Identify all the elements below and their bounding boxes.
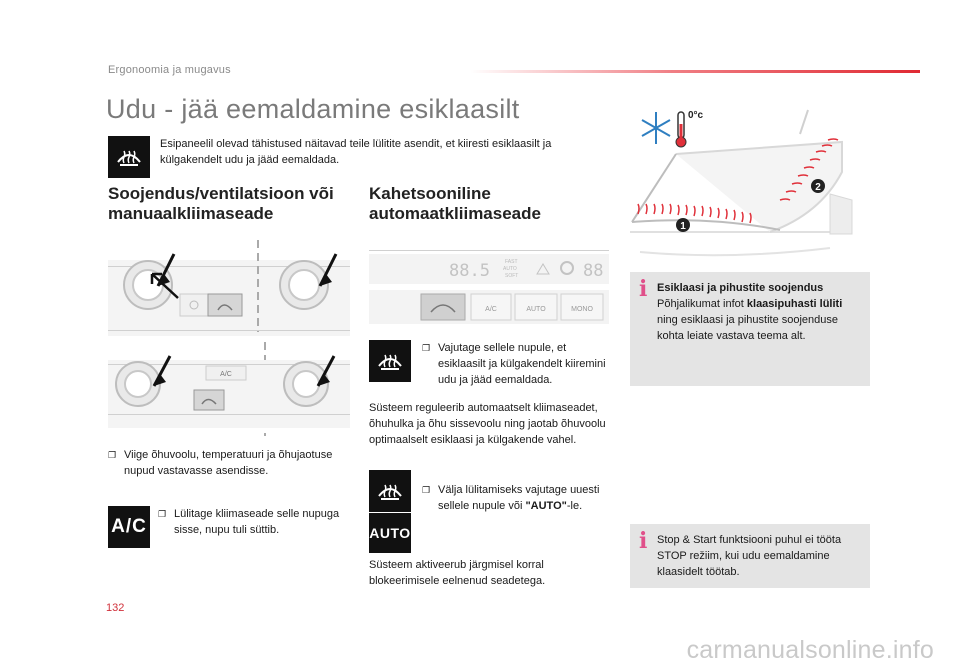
front-defrost-icon [369, 470, 411, 512]
snowflake-icon [642, 112, 670, 144]
info-box-stop-start [630, 524, 870, 588]
page-number: 132 [106, 602, 125, 614]
info-heating-body [657, 296, 862, 344]
info-stop-start-text: Stop & Start funktsiooni puhul ei tööta STOP režiim, kui udu eemaldamine klaasidelt töötab. [657, 534, 842, 578]
display-right-digits: 88 [583, 261, 604, 281]
middle-paragraph-1: Süsteem reguleerib automaatselt kliimaseadet, õhuhulka ja õhu sissevoolu ning jaotab õhuvoolu optimaalselt esiklaasi ja külgakende vahel. [369, 402, 606, 446]
display-soft: SOFT [505, 273, 519, 279]
bullet2-prefix: Välja lülitamiseks vajutage uuesti sellele nupule või [438, 484, 600, 512]
bullet-marker: ❐ [108, 450, 117, 460]
info-icon: i [639, 276, 648, 302]
watermark: carmanualsonline.info [686, 636, 934, 664]
temperature-label: 0°c [688, 110, 704, 121]
btn-mono-label: MONO [571, 306, 593, 313]
thermometer-icon [676, 112, 686, 147]
bullet2-suffix: -le. [566, 500, 583, 512]
display-left-digits: 88.5 [449, 261, 490, 281]
middle-heading: Kahetsooniline automaatkliimaseade [369, 184, 541, 223]
bullet-marker: ❐ [422, 343, 431, 353]
info-box-heating [630, 272, 870, 386]
bullet-marker: ❐ [158, 509, 167, 519]
header-rule [470, 70, 920, 73]
windshield-illustration [630, 104, 870, 264]
middle-bullet-2 [422, 482, 612, 516]
ac-button-label: A/C [220, 371, 232, 378]
page-title: Udu - jää eemaldamine esiklaasilt [106, 94, 520, 124]
info-heating-post: ning esiklaasi ja pihustite soojenduse kohta leiate vastava teema alt. [657, 314, 839, 342]
marker-2: 2 [815, 182, 821, 193]
left-bullet-2: ❐ Lülitage kliimaseade selle nupuga sisse, nupu tuli süttib. [158, 508, 340, 536]
marker-1: 1 [680, 221, 686, 232]
btn-ac-label: A/C [485, 306, 497, 313]
bullet-marker: ❐ [422, 485, 431, 495]
display-auto: AUTO [503, 266, 517, 272]
bullet2-bold: "AUTO" [525, 500, 567, 512]
intro-text: Esipaneelil olevad tähistused näitavad teile lülitite asendit, et kiiresti esiklaasilt ja külgakendelt udu ja jääd eemaldada. [160, 138, 552, 166]
info-heating-bold: klaasipuhasti lüliti [746, 298, 843, 310]
info-icon: i [639, 528, 648, 554]
middle-bullet-1: ❐ Vajutage sellele nupule, et esiklaasilt ja külgakendelt kiiremini udu ja jääd eemaldada. [422, 342, 606, 386]
manual-controls-illustration [108, 236, 350, 440]
info-heating-title: Esiklaasi ja pihustite soojendus [657, 282, 824, 294]
left-heading: Soojendus/ventilatsioon või manuaalkliimaseade [108, 184, 334, 223]
btn-auto-label: AUTO [526, 306, 546, 313]
front-defrost-icon [108, 136, 150, 178]
auto-icon: AUTO [369, 513, 411, 553]
section-label: Ergonoomia ja mugavus [108, 64, 231, 76]
info-heating-pre: Põhjalikumat infot [657, 298, 747, 310]
ac-icon: A/C [108, 506, 150, 548]
middle-paragraph-2: Süsteem aktiveerub järgmisel korral blokeerimisele eelnenud seadetega. [369, 559, 546, 587]
display-fast: FAST [505, 259, 518, 265]
auto-controls-illustration [369, 244, 609, 328]
left-bullet-1: ❐ Viige õhuvoolu, temperatuuri ja õhujaotuse nupud vastavasse asendisse. [108, 449, 333, 477]
front-defrost-icon [369, 340, 411, 382]
